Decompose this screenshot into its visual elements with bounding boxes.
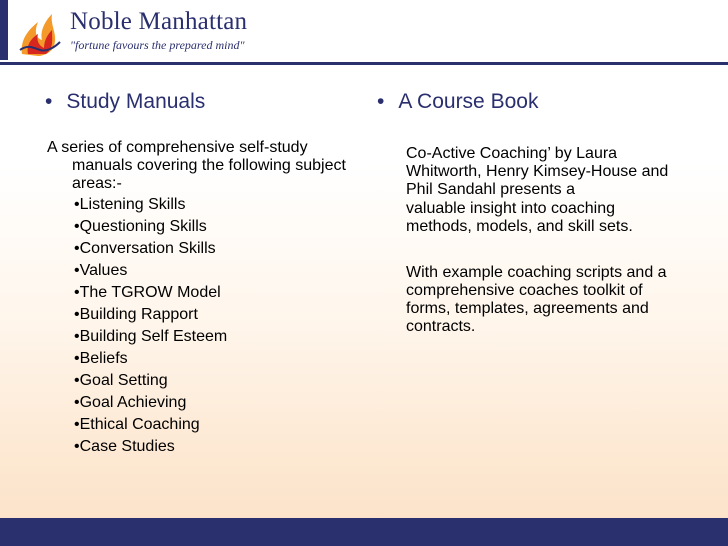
header-divider bbox=[0, 62, 728, 65]
list-item: • The TGROW Model bbox=[74, 282, 227, 304]
study-manuals-heading-text: Study Manuals bbox=[66, 90, 206, 113]
brand-tagline: "fortune favours the prepared mind" bbox=[70, 38, 245, 52]
course-book-heading bbox=[377, 90, 538, 114]
topic-list bbox=[74, 194, 227, 458]
course-book-paragraph-2: valuable insight into coaching methods, models, and skill sets. bbox=[406, 200, 633, 235]
brand-name: Noble Manhattan bbox=[70, 8, 248, 35]
bullet-icon: • bbox=[377, 90, 385, 113]
study-manuals-intro: A series of comprehensive self-study manuals covering the following subject areas:- bbox=[47, 139, 346, 192]
study-manuals-heading bbox=[45, 90, 205, 114]
flame-logo-icon bbox=[14, 4, 64, 60]
list-item: • Values bbox=[74, 260, 227, 282]
left-accent-bar bbox=[0, 0, 8, 60]
list-item: • Conversation Skills bbox=[74, 238, 227, 260]
course-book-heading-text: A Course Book bbox=[398, 90, 539, 113]
list-item: • Beliefs bbox=[74, 348, 227, 370]
course-book-paragraph-3: With example coaching scripts and a comprehensive coaches toolkit of forms, templates, agreements and contracts. bbox=[406, 264, 667, 335]
list-item: • Goal Setting bbox=[74, 370, 227, 392]
list-item: • Building Rapport bbox=[74, 304, 227, 326]
list-item: • Questioning Skills bbox=[74, 216, 227, 238]
list-item: • Goal Achieving bbox=[74, 392, 227, 414]
footer-bar bbox=[0, 518, 728, 546]
bullet-icon: • bbox=[45, 90, 53, 113]
list-item: • Listening Skills bbox=[74, 194, 227, 216]
list-item: • Case Studies bbox=[74, 436, 227, 458]
list-item: • Ethical Coaching bbox=[74, 414, 227, 436]
list-item: • Building Self Esteem bbox=[74, 326, 227, 348]
course-book-paragraph-1: Co-Active Coaching’ by Laura Whitworth, Henry Kimsey-House and Phil Sandahl presents a bbox=[406, 145, 669, 198]
